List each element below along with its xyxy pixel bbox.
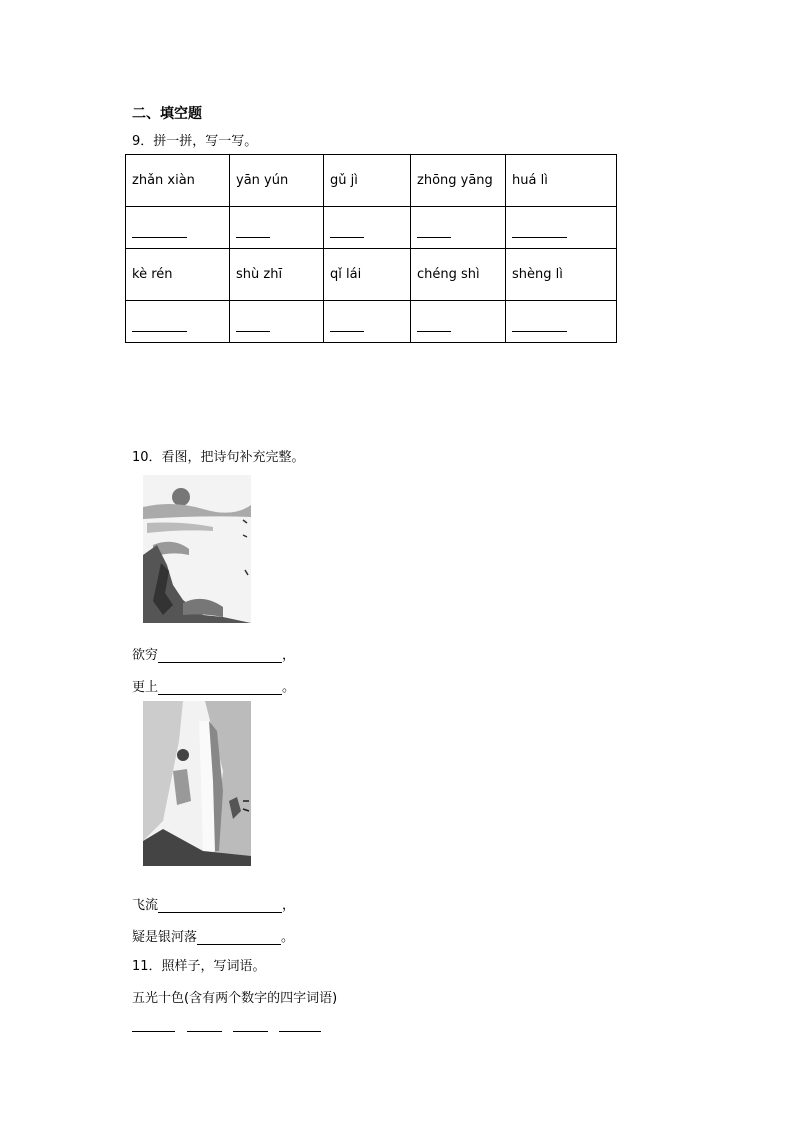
answer-blank [417, 317, 451, 332]
answer-blank [132, 223, 187, 238]
poem-suffix: 。 [282, 680, 296, 695]
pinyin-cell: yān yún [230, 155, 324, 207]
word-blank[interactable] [279, 1029, 321, 1032]
poem2-line1 [132, 894, 295, 913]
example-word: 五光十色(含有两个数字的四字词语) [132, 991, 338, 1006]
pinyin-cell: huá lì [506, 155, 617, 207]
poem-prefix: 欲穷 [132, 648, 159, 663]
poem-blank[interactable] [197, 930, 281, 945]
answer-cell[interactable] [506, 301, 617, 343]
poem-suffix: ， [282, 898, 296, 913]
answer-cell[interactable] [411, 301, 506, 343]
question-9-prompt: 9．拼一拼，写一写。 [132, 134, 258, 149]
poem-prefix: 疑是银河落 [132, 930, 198, 945]
pinyin-cell: gǔ jì [324, 155, 411, 207]
answer-cell[interactable] [506, 207, 617, 249]
answer-blank [132, 317, 187, 332]
word-blank[interactable] [132, 1029, 175, 1032]
poem-suffix: ， [282, 648, 296, 663]
pinyin-cell: shèng lì [506, 249, 617, 301]
answer-blank [236, 223, 270, 238]
pinyin-table [125, 154, 617, 343]
poem-blank[interactable] [158, 898, 282, 913]
pinyin-cell: qǐ lái [324, 249, 411, 301]
word-blank[interactable] [187, 1029, 222, 1032]
pinyin-cell: chéng shì [411, 249, 506, 301]
pinyin-cell: zhǎn xiàn [126, 155, 230, 207]
poem-prefix: 更上 [132, 680, 159, 695]
poem1-line1 [132, 644, 295, 663]
word-blank[interactable] [233, 1029, 268, 1032]
answer-blank [512, 317, 567, 332]
answer-cell[interactable] [324, 207, 411, 249]
poem-suffix: 。 [281, 930, 295, 945]
poem-illustration-mountain [143, 475, 251, 623]
poem-blank[interactable] [158, 648, 282, 663]
question-11-prompt: 11．照样子，写词语。 [132, 959, 266, 974]
answer-blank [512, 223, 567, 238]
pinyin-cell: zhōng yāng [411, 155, 506, 207]
pinyin-row-2 [126, 249, 617, 301]
poem-prefix: 飞流 [132, 898, 159, 913]
answer-blank [330, 317, 364, 332]
answer-blank [417, 223, 451, 238]
answer-cell[interactable] [126, 207, 230, 249]
poem2-line2 [132, 926, 294, 945]
answer-blank [330, 223, 364, 238]
poem-blank[interactable] [158, 680, 282, 695]
poem1-line2 [132, 676, 295, 695]
pinyin-cell: kè rén [126, 249, 230, 301]
answer-row-2 [126, 301, 617, 343]
poem-illustration-waterfall [143, 701, 251, 866]
pinyin-cell: shù zhī [230, 249, 324, 301]
answer-cell[interactable] [230, 301, 324, 343]
answer-cell[interactable] [324, 301, 411, 343]
answer-blank [236, 317, 270, 332]
answer-cell[interactable] [411, 207, 506, 249]
question-10-prompt: 10．看图，把诗句补充完整。 [132, 450, 305, 465]
answer-cell[interactable] [126, 301, 230, 343]
answer-row-1 [126, 207, 617, 249]
answer-cell[interactable] [230, 207, 324, 249]
pinyin-row-1 [126, 155, 617, 207]
section-title: 二、填空题 [132, 106, 202, 122]
